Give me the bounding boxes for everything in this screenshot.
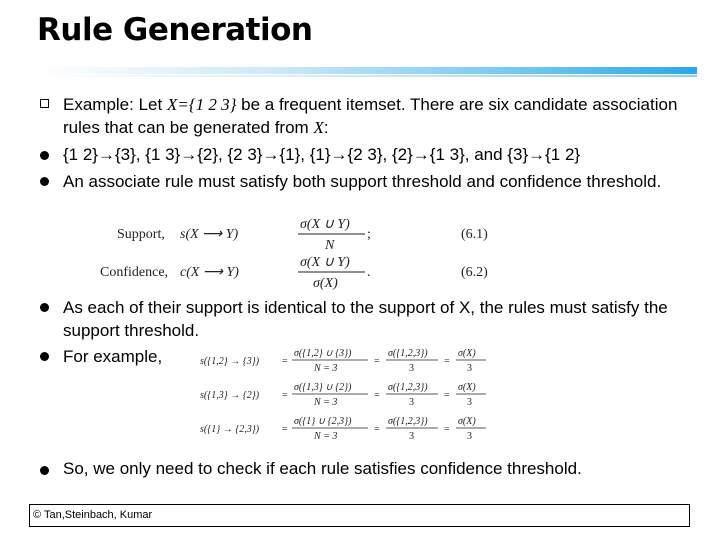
equals-sign: = bbox=[374, 390, 380, 401]
example-den2: 3 bbox=[409, 363, 414, 374]
example-den2: 3 bbox=[409, 397, 414, 408]
example-num2: σ({1,2,3}) bbox=[388, 348, 428, 359]
equals-sign: = bbox=[444, 356, 450, 367]
support-lhs: s(X ⟶ Y) bbox=[180, 227, 239, 242]
equals-sign: = bbox=[444, 424, 450, 435]
example-lhs: s({1} → {2,3}) bbox=[200, 424, 260, 435]
support-confidence-formulas bbox=[95, 210, 495, 290]
example-num3: σ(X) bbox=[458, 348, 476, 359]
bullet-dot-icon bbox=[40, 151, 49, 160]
confidence-numerator: σ(X ∪ Y) bbox=[300, 255, 350, 270]
confidence-label: Confidence, bbox=[100, 265, 169, 280]
confidence-denominator: σ(X) bbox=[313, 276, 338, 290]
math-x: X bbox=[313, 118, 324, 137]
example-num3: σ(X) bbox=[458, 382, 476, 393]
example-lhs: s({1,2} → {3}) bbox=[200, 356, 260, 367]
example-den3: 3 bbox=[467, 363, 472, 374]
example-den3: 3 bbox=[467, 431, 472, 442]
bullet-square-icon bbox=[40, 99, 49, 108]
bullet-dot-icon bbox=[40, 303, 49, 312]
example-num1: σ({1,2} ∪ {3}) bbox=[294, 348, 352, 359]
example-den1: N = 3 bbox=[314, 397, 338, 408]
bullet-dot-icon bbox=[40, 352, 49, 361]
support-tag: (6.1) bbox=[461, 227, 488, 242]
equals-sign: = bbox=[282, 424, 288, 435]
confidence-period: . bbox=[367, 265, 371, 280]
footer-copyright: © Tan,Steinbach, Kumar bbox=[29, 504, 690, 527]
bullet-check-confidence: So, we only need to check if each rule satisfies confidence threshold. bbox=[63, 459, 582, 478]
example-num1: σ({1} ∪ {2,3}) bbox=[294, 416, 352, 427]
bullet-for-example: For example, bbox=[63, 347, 163, 366]
slide-title: Rule Generation bbox=[37, 12, 313, 48]
example-support-formulas bbox=[196, 344, 496, 448]
example-lhs: s({1,3} → {2}) bbox=[200, 390, 260, 401]
example-den2: 3 bbox=[409, 431, 414, 442]
math-itemset: X={1 2 3} bbox=[166, 95, 237, 114]
support-semicolon: ; bbox=[367, 227, 371, 242]
example-num2: σ({1,2,3}) bbox=[388, 416, 428, 427]
bullet-text: be a frequent itemset. There are six candidate association rules that can be generated from bbox=[63, 95, 678, 137]
support-numerator: σ(X ∪ Y) bbox=[300, 217, 350, 232]
confidence-tag: (6.2) bbox=[461, 265, 488, 280]
equals-sign: = bbox=[282, 390, 288, 401]
bullet-text: : bbox=[323, 118, 329, 137]
bullet-rules-list: {1 2}→{3}, {1 3}→{2}, {2 3}→{1}, {1}→{2 3}, {2}→{1 3}, and {3}→{1 2} bbox=[63, 145, 581, 164]
bullet-dot-icon bbox=[40, 466, 49, 475]
example-num2: σ({1,2,3}) bbox=[388, 382, 428, 393]
example-den1: N = 3 bbox=[314, 431, 338, 442]
support-label: Support, bbox=[117, 227, 165, 242]
bullet-text: Example: Let bbox=[63, 95, 167, 114]
confidence-lhs: c(X ⟶ Y) bbox=[180, 265, 239, 280]
bullet-dot-icon bbox=[40, 177, 49, 186]
example-den1: N = 3 bbox=[314, 363, 338, 374]
equals-sign: = bbox=[444, 390, 450, 401]
support-denominator: N bbox=[325, 238, 335, 253]
bullet-support-identical: As each of their support is identical to the support of X, the rules must satisfy the support threshold. bbox=[63, 298, 668, 340]
example-num1: σ({1,3} ∪ {2}) bbox=[294, 382, 352, 393]
equals-sign: = bbox=[282, 356, 288, 367]
bullet-thresholds: An associate rule must satisfy both support threshold and confidence threshold. bbox=[63, 172, 662, 191]
title-underline bbox=[37, 67, 697, 74]
example-den3: 3 bbox=[467, 397, 472, 408]
equals-sign: = bbox=[374, 424, 380, 435]
equals-sign: = bbox=[374, 356, 380, 367]
bullet-example-itemset bbox=[63, 93, 693, 139]
example-num3: σ(X) bbox=[458, 416, 476, 427]
title-underline-thin bbox=[37, 75, 697, 77]
